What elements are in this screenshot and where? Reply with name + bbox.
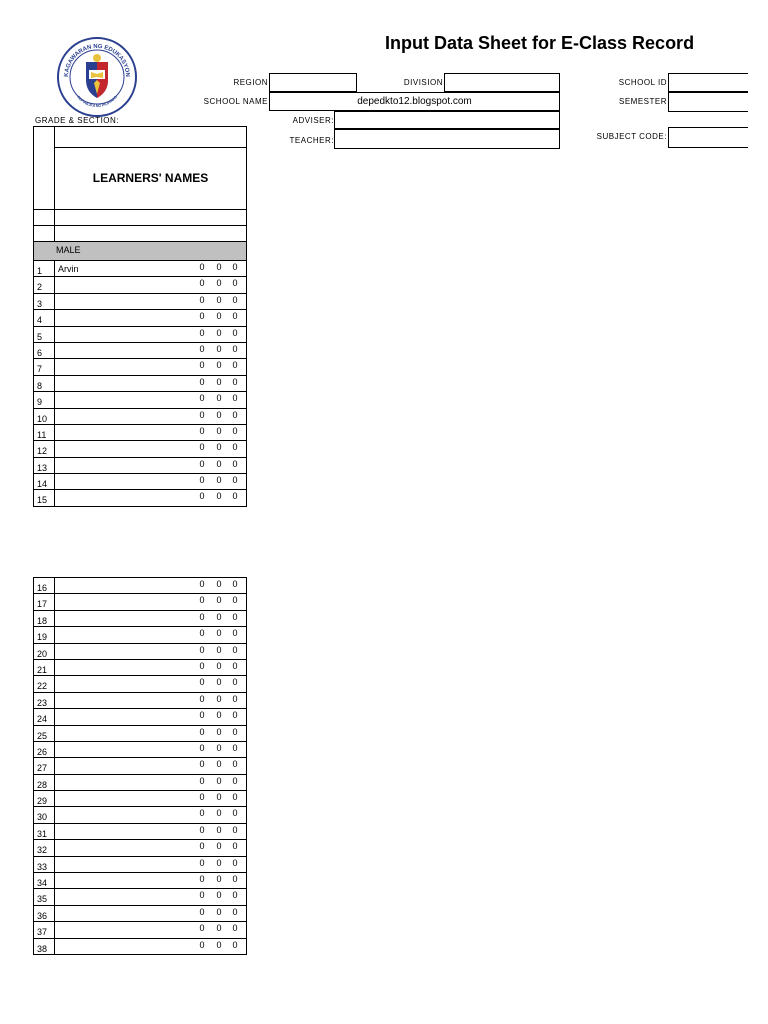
score-cell: 0 — [216, 792, 222, 803]
row-number: 2 — [34, 277, 55, 292]
table-row[interactable] — [34, 889, 246, 905]
score-cell: 0 — [199, 628, 205, 639]
score-cell: 0 — [216, 742, 222, 753]
score-cell: 0 — [199, 939, 205, 950]
row-number: 12 — [34, 441, 55, 456]
score-cell: 0 — [232, 939, 238, 950]
table-row[interactable] — [34, 343, 246, 359]
semester-label: SEMESTER — [618, 97, 667, 106]
score-cell: 0 — [232, 792, 238, 803]
teacher-label: TEACHER: — [289, 136, 334, 145]
score-cell: 0 — [199, 677, 205, 688]
table-row[interactable] — [34, 742, 246, 758]
table-row[interactable] — [34, 474, 246, 490]
row-number: 17 — [34, 594, 55, 609]
score-cell: 0 — [232, 923, 238, 934]
score-cell: 0 — [199, 376, 205, 387]
score-cell: 0 — [216, 491, 222, 502]
score-cell: 0 — [199, 824, 205, 835]
score-cell: 0 — [199, 693, 205, 704]
row-number: 31 — [34, 824, 55, 839]
score-cell: 0 — [232, 579, 238, 589]
score-cell: 0 — [216, 327, 222, 338]
score-cell: 0 — [199, 294, 205, 305]
score-cell: 0 — [232, 660, 238, 671]
score-cell: 0 — [216, 726, 222, 737]
school-id-label: SCHOOL ID — [618, 78, 667, 87]
score-cell: 0 — [216, 442, 222, 453]
score-cell: 0 — [199, 595, 205, 606]
table-row[interactable] — [34, 676, 246, 692]
deped-seal-logo — [56, 36, 138, 118]
row-number: 25 — [34, 726, 55, 741]
table-row[interactable] — [34, 709, 246, 725]
row-number: 1 — [34, 261, 55, 276]
table-row[interactable] — [34, 327, 246, 343]
score-cell: 0 — [232, 677, 238, 688]
score-cell: 0 — [232, 726, 238, 737]
score-cell: 0 — [216, 458, 222, 469]
table-row[interactable] — [34, 441, 246, 457]
score-cell: 0 — [232, 611, 238, 622]
table-row[interactable] — [34, 392, 246, 408]
table-row[interactable] — [34, 873, 246, 889]
table-row[interactable] — [34, 775, 246, 791]
score-cell: 0 — [232, 491, 238, 502]
score-cell: 0 — [232, 595, 238, 606]
table-row[interactable] — [34, 644, 246, 660]
score-cell: 0 — [199, 425, 205, 436]
score-cell: 0 — [232, 890, 238, 901]
score-cell: 0 — [232, 808, 238, 819]
score-cell: 0 — [199, 311, 205, 322]
score-cell: 0 — [199, 660, 205, 671]
score-cell: 0 — [199, 726, 205, 737]
seal-ring-text-top: KAGAWARAN NG EDUKASYON — [63, 43, 131, 78]
score-cell: 0 — [216, 874, 222, 885]
row-number: 3 — [34, 294, 55, 309]
score-cell: 0 — [216, 710, 222, 721]
table-row[interactable] — [34, 409, 246, 425]
semester-field[interactable] — [668, 92, 748, 112]
table-row[interactable] — [34, 791, 246, 807]
score-cell: 0 — [232, 458, 238, 469]
score-cell: 0 — [216, 611, 222, 622]
score-cell: 0 — [199, 874, 205, 885]
score-cell: 0 — [232, 742, 238, 753]
score-cell: 0 — [199, 343, 205, 354]
score-cell: 0 — [232, 759, 238, 770]
score-cell: 0 — [216, 759, 222, 770]
school-name-field[interactable]: depedkto12.blogspot.com — [269, 92, 560, 111]
row-number: 15 — [34, 490, 55, 505]
row-number: 35 — [34, 889, 55, 904]
teacher-field[interactable] — [334, 129, 560, 149]
row-number: 5 — [34, 327, 55, 342]
table-row[interactable] — [34, 310, 246, 326]
score-cell: 0 — [216, 294, 222, 305]
score-cell: 0 — [232, 475, 238, 486]
score-cell: 0 — [232, 874, 238, 885]
table-row[interactable] — [34, 490, 246, 506]
male-section-header: MALE — [34, 242, 246, 260]
score-cell: 0 — [199, 808, 205, 819]
score-cell: 0 — [216, 579, 222, 589]
score-cell: 0 — [199, 759, 205, 770]
row-number: 20 — [34, 644, 55, 659]
score-cell: 0 — [232, 343, 238, 354]
table-row[interactable] — [34, 458, 246, 474]
table-row[interactable] — [34, 627, 246, 643]
table-row[interactable] — [34, 726, 246, 742]
score-cell: 0 — [216, 906, 222, 917]
score-cell: 0 — [216, 923, 222, 934]
score-cell: 0 — [216, 808, 222, 819]
table-row[interactable] — [34, 857, 246, 873]
table-row[interactable] — [34, 693, 246, 709]
score-cell: 0 — [216, 841, 222, 852]
table-row[interactable] — [34, 939, 246, 955]
row-number: 37 — [34, 922, 55, 937]
score-cell: 0 — [216, 628, 222, 639]
score-cell: 0 — [199, 491, 205, 502]
score-cell: 0 — [232, 294, 238, 305]
table-row[interactable] — [34, 578, 246, 594]
score-cell: 0 — [232, 409, 238, 420]
score-cell: 0 — [216, 595, 222, 606]
score-cell: 0 — [199, 458, 205, 469]
table-row[interactable] — [34, 376, 246, 392]
score-cell: 0 — [232, 393, 238, 404]
score-cell: 0 — [216, 262, 222, 272]
score-cell: 0 — [232, 262, 238, 272]
row-number: 19 — [34, 627, 55, 642]
row-number: 9 — [34, 392, 55, 407]
table-row[interactable] — [34, 261, 246, 277]
row-number: 16 — [34, 578, 55, 593]
row-number: 22 — [34, 676, 55, 691]
score-cell: 0 — [216, 824, 222, 835]
subject-code-label: SUBJECT CODE: — [596, 132, 667, 141]
row-number: 4 — [34, 310, 55, 325]
score-cell: 0 — [199, 890, 205, 901]
school-id-field[interactable] — [668, 73, 748, 92]
table-row[interactable] — [34, 824, 246, 840]
score-cell: 0 — [199, 644, 205, 655]
score-cell: 0 — [232, 278, 238, 289]
row-number: 29 — [34, 791, 55, 806]
score-cell: 0 — [216, 343, 222, 354]
score-cell: 0 — [216, 409, 222, 420]
score-cell: 0 — [232, 628, 238, 639]
row-number: 30 — [34, 807, 55, 822]
score-cell: 0 — [232, 425, 238, 436]
score-cell: 0 — [232, 841, 238, 852]
score-cell: 0 — [199, 262, 205, 272]
score-cell: 0 — [199, 857, 205, 868]
score-cell: 0 — [232, 906, 238, 917]
score-cell: 0 — [199, 409, 205, 420]
table-row[interactable] — [34, 611, 246, 627]
score-cell: 0 — [232, 824, 238, 835]
school-name-label: SCHOOL NAME — [203, 97, 268, 106]
learner-name-cell[interactable]: Arvin — [58, 264, 79, 274]
score-cell: 0 — [199, 360, 205, 371]
row-number: 10 — [34, 409, 55, 424]
row-number: 26 — [34, 742, 55, 757]
row-number: 11 — [34, 425, 55, 440]
table-row[interactable] — [34, 758, 246, 774]
division-label: DIVISION — [403, 78, 443, 87]
row-number: 38 — [34, 939, 55, 954]
table-row[interactable] — [34, 425, 246, 441]
score-cell: 0 — [216, 693, 222, 704]
table-row[interactable] — [34, 840, 246, 856]
score-cell: 0 — [199, 442, 205, 453]
score-cell: 0 — [232, 775, 238, 786]
learners-header-block — [33, 126, 247, 261]
table-row[interactable] — [34, 294, 246, 310]
score-cell: 0 — [216, 890, 222, 901]
score-cell: 0 — [216, 425, 222, 436]
grade-section-label: GRADE & SECTION: — [35, 116, 120, 125]
score-cell: 0 — [216, 644, 222, 655]
row-number: 13 — [34, 458, 55, 473]
score-cell: 0 — [199, 775, 205, 786]
score-cell: 0 — [232, 327, 238, 338]
score-cell: 0 — [216, 360, 222, 371]
score-cell: 0 — [216, 677, 222, 688]
seal-ring-text-bottom: REPUBLIKA NG PILIPINAS — [76, 95, 118, 109]
score-cell: 0 — [199, 710, 205, 721]
table-row[interactable] — [34, 277, 246, 293]
table-row[interactable] — [34, 922, 246, 938]
score-cell: 0 — [216, 393, 222, 404]
learners-table-page2 — [33, 577, 247, 955]
score-cell: 0 — [232, 376, 238, 387]
score-cell: 0 — [216, 939, 222, 950]
table-row[interactable] — [34, 807, 246, 823]
score-cell: 0 — [199, 475, 205, 486]
score-cell: 0 — [232, 644, 238, 655]
row-number: 14 — [34, 474, 55, 489]
score-cell: 0 — [232, 442, 238, 453]
learners-names-header: LEARNERS' NAMES — [92, 171, 209, 185]
row-number: 21 — [34, 660, 55, 675]
score-cell: 0 — [199, 841, 205, 852]
row-number: 27 — [34, 758, 55, 773]
score-cell: 0 — [216, 278, 222, 289]
row-number: 8 — [34, 376, 55, 391]
score-cell: 0 — [232, 311, 238, 322]
learners-table-page1 — [33, 261, 247, 507]
table-row[interactable] — [34, 359, 246, 375]
region-field[interactable] — [269, 73, 357, 92]
score-cell: 0 — [232, 693, 238, 704]
row-number: 28 — [34, 775, 55, 790]
score-cell: 0 — [199, 611, 205, 622]
adviser-label: ADVISER: — [292, 116, 334, 125]
score-cell: 0 — [199, 579, 205, 589]
row-number: 24 — [34, 709, 55, 724]
adviser-field[interactable] — [334, 111, 560, 129]
table-row[interactable] — [34, 594, 246, 610]
score-cell: 0 — [199, 278, 205, 289]
table-row[interactable] — [34, 660, 246, 676]
row-number: 36 — [34, 906, 55, 921]
page-title: Input Data Sheet for E-Class Record — [385, 33, 695, 53]
row-number: 23 — [34, 693, 55, 708]
row-number: 18 — [34, 611, 55, 626]
row-number: 34 — [34, 873, 55, 888]
division-field[interactable] — [444, 73, 560, 92]
score-cell: 0 — [216, 475, 222, 486]
score-cell: 0 — [216, 775, 222, 786]
row-number: 32 — [34, 840, 55, 855]
score-cell: 0 — [232, 857, 238, 868]
score-cell: 0 — [199, 923, 205, 934]
score-cell: 0 — [199, 906, 205, 917]
subject-code-field[interactable] — [668, 127, 748, 148]
row-number: 7 — [34, 359, 55, 374]
score-cell: 0 — [232, 360, 238, 371]
row-number: 6 — [34, 343, 55, 358]
score-cell: 0 — [216, 857, 222, 868]
score-cell: 0 — [199, 327, 205, 338]
score-cell: 0 — [199, 792, 205, 803]
score-cell: 0 — [216, 376, 222, 387]
score-cell: 0 — [232, 710, 238, 721]
score-cell: 0 — [216, 311, 222, 322]
table-row[interactable] — [34, 906, 246, 922]
region-label: REGION — [233, 78, 268, 87]
score-cell: 0 — [216, 660, 222, 671]
score-cell: 0 — [199, 742, 205, 753]
score-cell: 0 — [199, 393, 205, 404]
row-number: 33 — [34, 857, 55, 872]
